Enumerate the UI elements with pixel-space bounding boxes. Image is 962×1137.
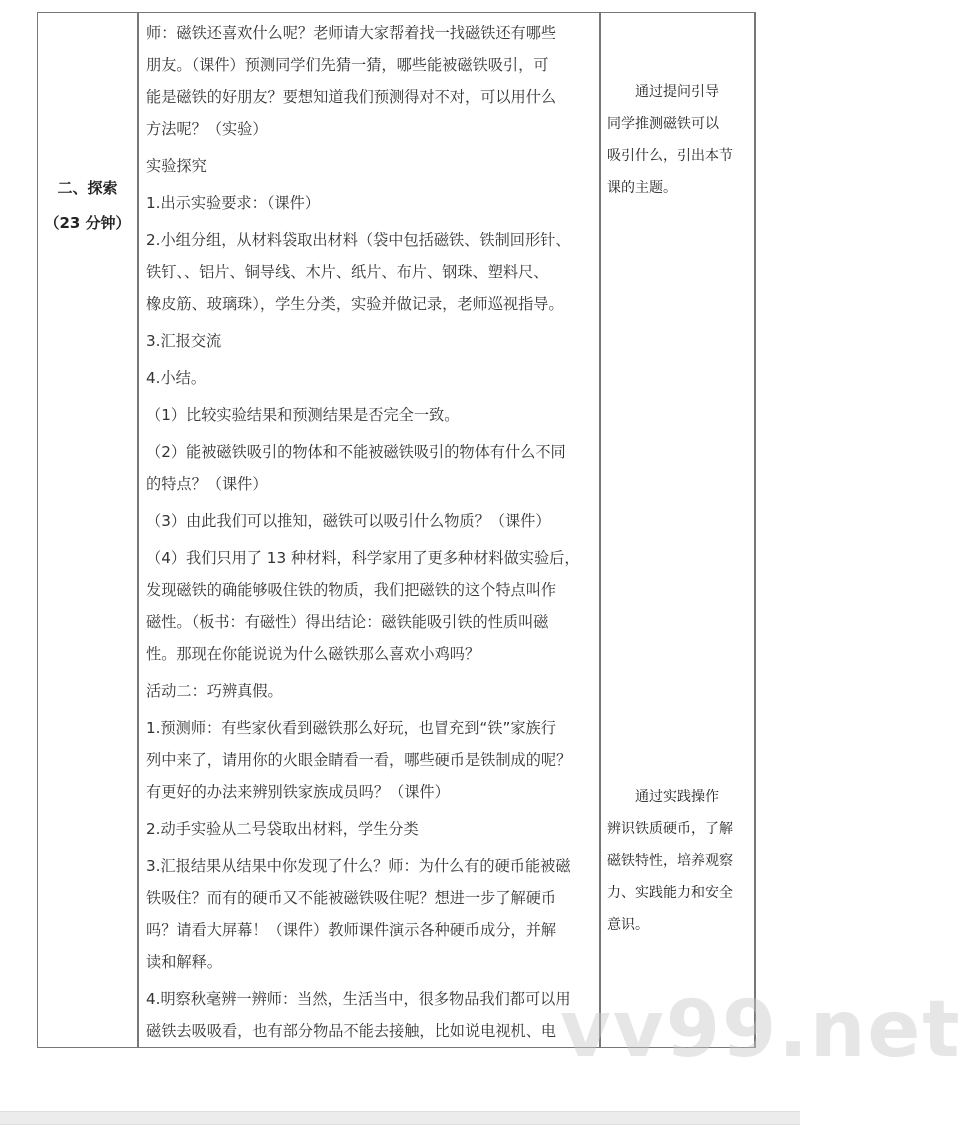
text-line: 铁吸住？而有的硬币又不能被磁铁吸住呢？想进一步了解硬币 — [146, 889, 557, 907]
text-line: 吸引什么，引出本节 — [607, 148, 733, 164]
column-divider — [599, 12, 601, 1048]
text-line: 橡皮筋、玻璃珠），学生分类，实验并做记录，老师巡视指导。 — [146, 295, 564, 313]
text-line: （2）能被磁铁吸引的物体和不能被磁铁吸引的物体有什么不同 — [146, 443, 566, 461]
text-line: 3.汇报结果从结果中你发现了什么？师：为什么有的硬币能被磁 — [146, 857, 571, 875]
content-paragraph — [146, 505, 596, 537]
text-line: 师：磁铁还喜欢什么呢？老师请大家帮着找一找磁铁还有哪些 — [146, 24, 557, 42]
text-line: 铁钉、、铝片、铜导线、木片、纸片、布片、钢珠、塑料尺、 — [146, 263, 549, 281]
activity-content-column — [146, 17, 596, 1052]
table-right-border — [754, 12, 756, 1048]
content-paragraph — [146, 187, 596, 219]
content-paragraph — [146, 17, 596, 145]
design-intent-note-1 — [607, 76, 752, 204]
text-line: 通过提问引导 — [607, 84, 719, 100]
stage-title: 二、探索 — [57, 179, 118, 197]
content-paragraph — [146, 150, 596, 182]
text-line: 磁铁特性，培养观察 — [607, 853, 733, 869]
text-line: 实验探究 — [146, 157, 207, 175]
text-line: 同学推测磁铁可以 — [607, 116, 719, 132]
text-line: 能是磁铁的好朋友？要想知道我们预测得对不对，可以用什么 — [146, 88, 557, 106]
text-line: 读和解释。 — [146, 953, 222, 971]
text-line: 辨识铁质硬币，了解 — [607, 821, 733, 837]
text-line: 1.出示实验要求：（课件） — [146, 194, 320, 212]
text-line: 4.小结。 — [146, 369, 207, 387]
page-bottom-bar — [0, 1111, 800, 1125]
text-line: 力、实践能力和安全 — [607, 885, 733, 901]
text-line: 朋友。（课件）预测同学们先猜一猜，哪些能被磁铁吸引，可 — [146, 56, 549, 74]
content-paragraph — [146, 712, 596, 808]
stage-duration: （23 分钟） — [44, 214, 131, 232]
content-paragraph — [146, 325, 596, 357]
text-line: 方法呢？（实验） — [146, 120, 268, 138]
watermark: vv99.net — [560, 985, 962, 1075]
text-line: 性。那现在你能说说为什么磁铁那么喜欢小鸡吗？ — [146, 645, 481, 663]
text-line: 意识。 — [607, 917, 649, 933]
text-line: 课的主题。 — [607, 180, 677, 196]
text-line: 3.汇报交流 — [146, 332, 222, 350]
text-line: 列中来了，请用你的火眼金睛看一看，哪些硬币是铁制成的呢？ — [146, 751, 572, 769]
text-line: （1）比较实验结果和预测结果是否完全一致。 — [146, 406, 460, 424]
text-line: 发现磁铁的确能够吸住铁的物质，我们把磁铁的这个特点叫作 — [146, 581, 557, 599]
text-line: 通过实践操作 — [607, 789, 719, 805]
content-paragraph — [146, 675, 596, 707]
text-line: （4）我们只用了 13 种材料，科学家用了更多种材料做实验后， — [146, 549, 580, 567]
text-line: 1.预测师：有些家伙看到磁铁那么好玩，也冒充到“铁”家族行 — [146, 719, 556, 737]
text-line: 4.明察秋毫辨一辨师：当然，生活当中，很多物品我们都可以用 — [146, 990, 571, 1008]
text-line: 2.动手实验从二号袋取出材料，学生分类 — [146, 820, 419, 838]
design-intent-note-2 — [607, 781, 752, 941]
stage-column — [37, 12, 138, 1048]
content-paragraph — [146, 399, 596, 431]
content-paragraph — [146, 436, 596, 500]
content-paragraph — [146, 542, 596, 670]
content-paragraph — [146, 362, 596, 394]
content-paragraph — [146, 850, 596, 978]
text-line: 吗？请看大屏幕！（课件）教师课件演示各种硬币成分，并解 — [146, 921, 557, 939]
text-line: 磁性。（板书：有磁性）得出结论：磁铁能吸引铁的性质叫磁 — [146, 613, 549, 631]
text-line: 有更好的办法来辨别铁家族成员吗？（课件） — [146, 783, 450, 801]
content-paragraph — [146, 813, 596, 845]
content-paragraph — [146, 224, 596, 320]
text-line: 的特点？（课件） — [146, 475, 268, 493]
text-line: （3）由此我们可以推知，磁铁可以吸引什么物质？（课件） — [146, 512, 551, 530]
text-line: 活动二：巧辨真假。 — [146, 682, 283, 700]
content-paragraph — [146, 983, 596, 1047]
text-line: 磁铁去吸吸看，也有部分物品不能去接触，比如说电视机、电 — [146, 1022, 557, 1040]
text-line: 2.小组分组，从材料袋取出材料（袋中包括磁铁、铁制回形针、 — [146, 231, 571, 249]
